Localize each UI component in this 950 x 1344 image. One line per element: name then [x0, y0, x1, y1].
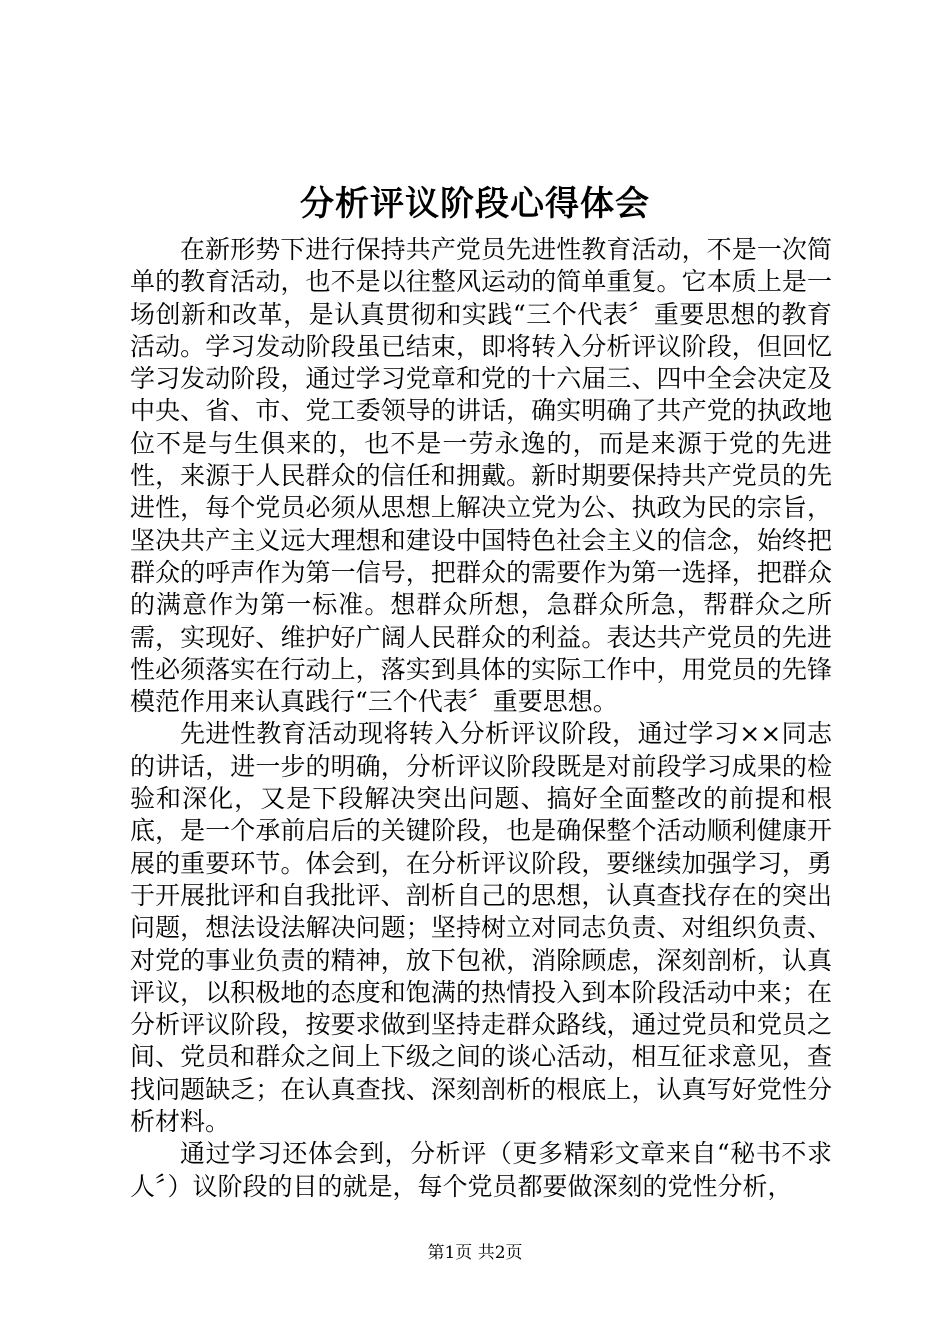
paragraph-1: 在新形势下进行保持共产党员先进性教育活动，不是一次简单的教育活动，也不是以往整风运动的简单重复。它本质上是一场创新和改革，是认真贯彻和实践“三个代表〞重要思想的教育活动。学习发动阶段虽已结束，即将转入分析评议阶段，但回忆学习发动阶段，通过学习党章和党的十六届三、四中全会决定及中央、省、市、党工委领导的讲话，确实明确了共产党的执政地位不是与生俱来的，也不是一劳永逸的，而是来源于党的先进性，来源于人民群众的信任和拥戴。新时期要保持共产党员的先进性，每个党员必须从思想上解决立党为公、执政为民的宗旨，坚决共产主义远大理想和建设中国特色社会主义的信念，始终把群众的呼声作为第一信号，把群众的需要作为第一选择，把群众的满意作为第一标准。想群众所想，急群众所急，帮群众之所需，实现好、维护好广阔人民群众的利益。表达共产党员的先进性必须落实在行动上，落实到具体的实际工作中，用党员的先锋模范作用来认真践行“三个代表〞重要思想。	[130, 235, 832, 717]
page-number-footer: 第1页 共2页	[427, 1243, 523, 1263]
paragraph-2: 先进性教育活动现将转入分析评议阶段，通过学习××同志的讲话，进一步的明确，分析评议阶段既是对前段学习成果的检验和深化，又是下段解决突出问题、搞好全面整改的前提和根底，是一个承前启后的关键阶段，也是确保整个活动顺利健康开展的重要环节。体会到，在分析评议阶段，要继续加强学习，勇于开展批评和自我批评、剖析自己的思想，认真查找存在的突出问题，想法设法解决问题；坚持树立对同志负责、对组织负责、对党的事业负责的精神，放下包袱，消除顾虑，深刻剖析，认真评议，以积极地的态度和饱满的热情投入到本阶段活动中来；在分析评议阶段，按要求做到坚持走群众路线，通过党员和党员之间、党员和群众之间上下级之间的谈心活动，相互征求意见，查找问题缺乏；在认真查找、深刻剖析的根底上，认真写好党性分析材料。	[130, 719, 832, 1137]
paragraph-3: 通过学习还体会到，分析评（更多精彩文章来自“秘书不求人〞）议阶段的目的就是，每个党员都要做深刻的党性分析，	[130, 1139, 832, 1201]
document-body	[130, 234, 832, 1203]
document-title: 分析评议阶段心得体会	[300, 184, 650, 224]
